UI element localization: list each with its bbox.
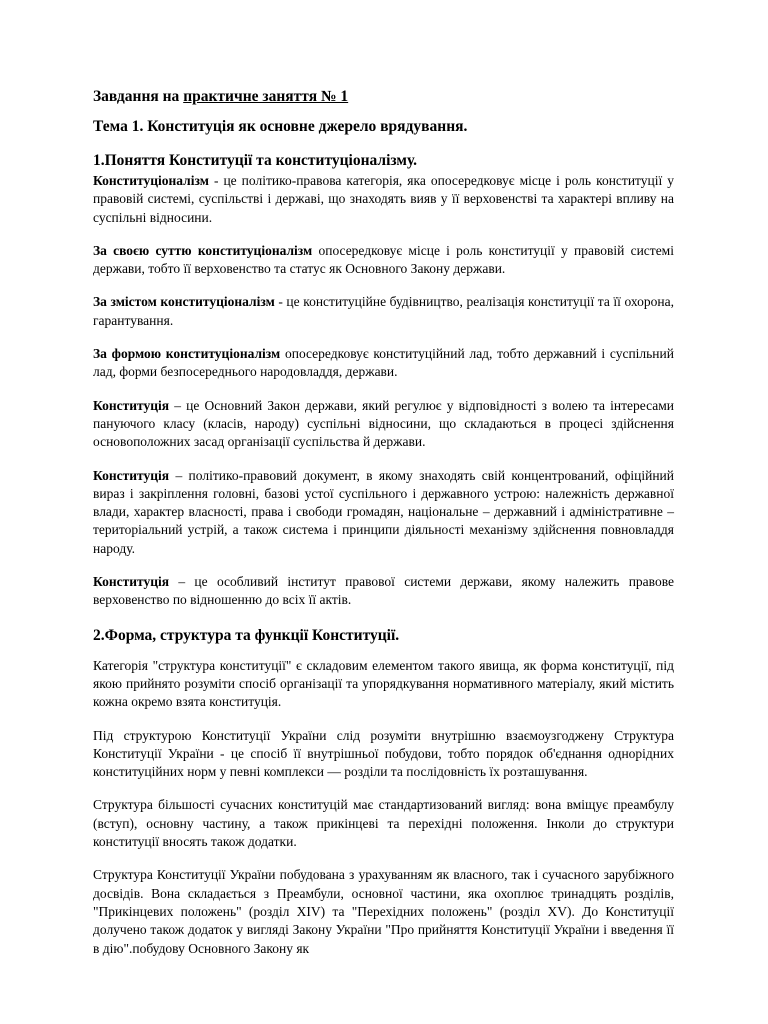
- term-definition: – політико-правовий документ, в якому знаходять свій концентрований, офіційний вираз і закріплення головні, базові устої суспільного і державного устрою: належність державної влади, характер власності, права і свободи громадян, національне – державний і адміністративне – територіальний устрій, а також система і принципи діяльності механізму здійснення повновладдя народу.: [93, 467, 674, 556]
- s2-paragraph-1: Категорія "структура конституції" є складовим елементом такого явища, як форма конституції, під якою прийнято розуміти спосіб організації та упорядкування нормативного матеріалу, який містить кожна окремо взята конституція.: [93, 657, 674, 710]
- title-prefix: Завдання на: [93, 88, 180, 105]
- term-bold: За змістом конституціоналізм: [93, 294, 275, 310]
- topic-heading: Тема 1. Конституція як основне джерело врядування.: [93, 118, 468, 135]
- s1-paragraph-5: [93, 397, 674, 452]
- s1-paragraph-2: [93, 242, 674, 279]
- section-2-heading: 2.Форма, структура та функції Конституції.: [93, 626, 400, 644]
- term-definition: – це Основний Закон держави, який регулює у відповідності з волею та інтересами пануючого класу (класів, народу) суспільні відносини, що складаються в процесі здійснення основоположних засад організації суспільства й держави.: [93, 397, 674, 450]
- term-bold: Конституціоналізм: [93, 173, 209, 188]
- term-bold: Конституція: [93, 467, 170, 483]
- term-bold: Конституція: [93, 397, 170, 413]
- title-underlined: практичне заняття № 1: [183, 88, 349, 105]
- term-definition: опосередковує конституційний лад, тобто державний і суспільний лад, форми безпосереднього народовладдя, держави.: [93, 346, 674, 380]
- s1-paragraph-7: [93, 573, 674, 610]
- s1-paragraph-1: [93, 172, 674, 227]
- s1-paragraph-4: [93, 345, 674, 382]
- document-content: [93, 86, 674, 973]
- term-definition: - це політико-правова категорія, яка опосередковує місце і роль конституції у правовій системі, суспільстві і державі, що знаходять вияв у її верховенстві та характері впливу на суспільні відносини.: [93, 173, 674, 225]
- s2-paragraph-4: Структура Конституції України побудована з урахуванням як власного, так і сучасного зарубіжного досвідів. Вона складається з Преамбули, основної частини, яка охоплює тринадцять розділів, "Прикінцевих положень" (розділ XIV) та "Перехідних положень" (розділ XV). До Конституції долучено також додаток у вигляді Закону України "Про прийняття Конституції України і введення її в дію".побудову Основного Закону як: [93, 867, 674, 956]
- term-bold: За своєю суттю конституціоналізм: [93, 242, 313, 258]
- document-title: [93, 86, 674, 108]
- s2-paragraph-2: Під структурою Конституції України слід розуміти внутрішню взаємоузгоджену Структура Конституції України - це спосіб її внутрішньої побудови, тобто порядок об'єднання однорідних конституційних норм у певні комплекси — розділи та послідовність їх розташування.: [93, 727, 674, 780]
- term-definition: опосередковує місце і роль конституції у правовій системі держави, тобто її верховенство та статус як Основного Закону держави.: [93, 242, 674, 277]
- s1-paragraph-6: [93, 467, 674, 558]
- term-definition: – це особливий інститут правової системи держави, якому належить правове верховенство по відношенню до всіх її актів.: [93, 574, 674, 608]
- term-bold: За формою конституціоналізм: [93, 346, 281, 362]
- s2-paragraph-3: Структура більшості сучасних конституцій має стандартизований вигляд: вона вміщує преамбулу (вступ), основну частину, а також прикінцеві та перехідні положення. Інколи до структури конституції вносять також додатки.: [93, 797, 674, 850]
- section-1-heading: 1.Поняття Конституції та конституціоналізму.: [93, 152, 418, 169]
- term-definition: - це конституційне будівництво, реалізація конституції та її охорона, гарантування.: [93, 294, 674, 328]
- s1-paragraph-3: [93, 293, 674, 330]
- term-bold: Конституція: [93, 574, 170, 590]
